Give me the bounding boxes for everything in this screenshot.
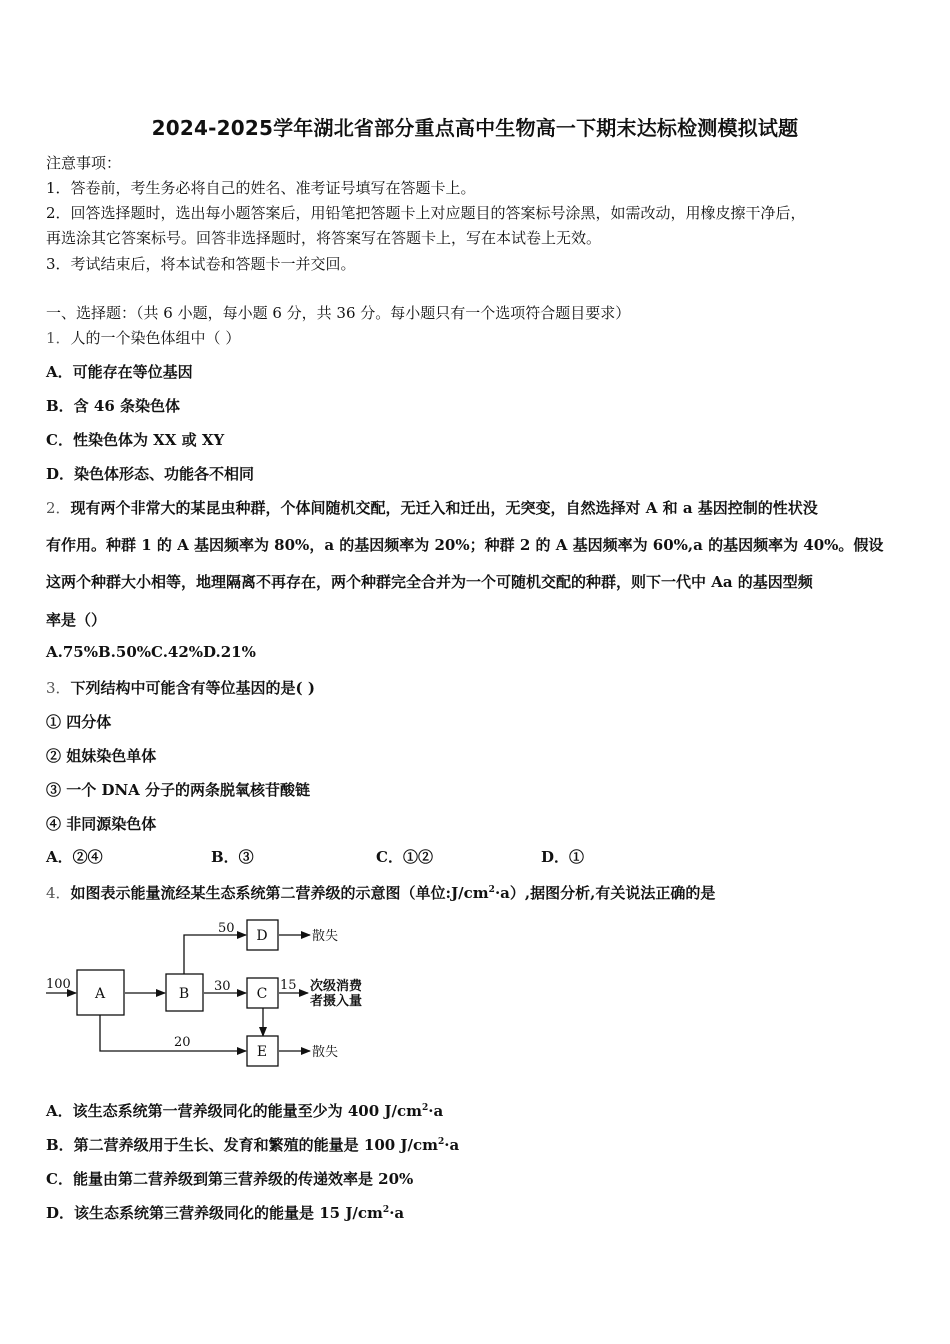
node-d: D	[256, 928, 268, 944]
energy-flow-diagram	[40, 912, 390, 1072]
question-number: 1．	[46, 329, 71, 347]
notice-item-2-cont: 再选涂其它答案标号。回答非选择题时，将答案写在答题卡上，写在本试卷上无效。	[46, 229, 602, 247]
q4-option-a: A．该生态系统第一营养级同化的能量至少为 400 $J/cm^2\cdot a$	[46, 1102, 444, 1120]
value-to-e: 20	[174, 1035, 191, 1050]
q4-option-c: C．能量由第二营养级到第三营养级的传递效率是 20%	[46, 1170, 414, 1188]
q3-item-1: ① 四分体	[46, 713, 112, 731]
question-3	[46, 677, 315, 698]
q2-line-3: 这两个种群大小相等，地理隔离不再存在，两个种群完全合并为一个可随机交配的种群，则下一代中 Aa 的基因型频	[46, 573, 813, 591]
question-stem: 人的一个染色体组中（ ）	[70, 329, 241, 347]
section-heading: 一、选择题：（共 6 小题，每小题 6 分，共 36 分。每小题只有一个选项符合题目要求）	[46, 304, 631, 322]
q1-option-a: A．可能存在等位基因	[46, 363, 193, 381]
notice-item-2: 2．回答选择题时，选出每小题答案后，用铅笔把答题卡上对应题目的答案标号涂黑，如需改动，用橡皮擦干净后，	[46, 204, 806, 222]
q3-option-b: B．③	[211, 848, 254, 866]
q1-option-b: B．含 46 条染色体	[46, 397, 180, 415]
question-4	[46, 882, 715, 903]
question-number: 4．	[46, 884, 71, 902]
question-number: 2．	[46, 499, 71, 517]
notice-item-3: 3．考试结束后，将本试卷和答题卡一并交回。	[46, 255, 356, 273]
q1-option-c: C．性染色体为 XX 或 XY	[46, 431, 225, 449]
q2-line-2: 有作用。种群 1 的 A 基因频率为 80%，a 的基因频率为 20%；种群 2 的 A 基因频率为 60%,a 的基因频率为 40%。假设	[46, 536, 884, 554]
label-next-2: 者摄入量	[310, 994, 363, 1009]
question-2	[46, 497, 818, 518]
value-to-c: 30	[214, 979, 231, 994]
q3-item-4: ④ 非同源染色体	[46, 815, 157, 833]
q2-options: A.75%B.50%C.42%D.21%	[46, 643, 256, 661]
label-next-1: 次级消费	[310, 979, 363, 994]
notice-item-1: 1．答卷前，考生务必将自己的姓名、准考证号填写在答题卡上。	[46, 179, 476, 197]
q3-item-3: ③ 一个 DNA 分子的两条脱氧核苷酸链	[46, 781, 311, 799]
page-title: 2024-2025学年湖北省部分重点高中生物高一下期末达标检测模拟试题	[151, 116, 799, 140]
label-loss-d: 散失	[312, 929, 339, 944]
question-stem: 下列结构中可能含有等位基因的是( )	[70, 679, 315, 697]
value-to-next: 15	[280, 978, 297, 993]
label-loss-e: 散失	[312, 1045, 339, 1060]
arrow-a-e	[100, 1013, 246, 1051]
node-b: B	[178, 986, 190, 1002]
q3-item-2: ② 姐妹染色单体	[46, 747, 157, 765]
arrow-b-d	[184, 935, 246, 974]
q3-option-c: C．①②	[376, 848, 433, 866]
q3-option-a: A．②④	[46, 848, 103, 866]
question-1	[46, 327, 240, 348]
value-input: 100	[46, 977, 71, 992]
q1-option-d: D．染色体形态、功能各不相同	[46, 465, 255, 483]
value-to-d: 50	[218, 921, 235, 936]
q4-stem-sup: 2	[488, 885, 495, 895]
q3-option-d: D．①	[541, 848, 585, 866]
q2-line-4: 率是（）	[46, 611, 107, 629]
q2-line-1: 现有两个非常大的某昆虫种群，个体间随机交配，无迁入和迁出，无突变，自然选择对 A 和 a 基因控制的性状没	[70, 499, 818, 517]
notice-heading: 注意事项：	[46, 154, 122, 172]
node-c: C	[256, 986, 268, 1002]
node-e: E	[256, 1044, 268, 1060]
question-number: 3．	[46, 679, 71, 697]
q4-option-b: B．第二营养级用于生长、发育和繁殖的能量是 100 $J/cm^2\cdot a$	[46, 1136, 460, 1154]
node-a: A	[94, 986, 106, 1002]
q4-stem-before: 如图表示能量流经某生态系统第二营养级的示意图（单位:J/cm	[70, 884, 489, 902]
q4-stem-after: ·a）,据图分析,有关说法正确的是	[494, 884, 716, 902]
q4-option-d: D．该生态系统第三营养级同化的能量是 15 $J/cm^2\cdot a$	[46, 1204, 405, 1222]
